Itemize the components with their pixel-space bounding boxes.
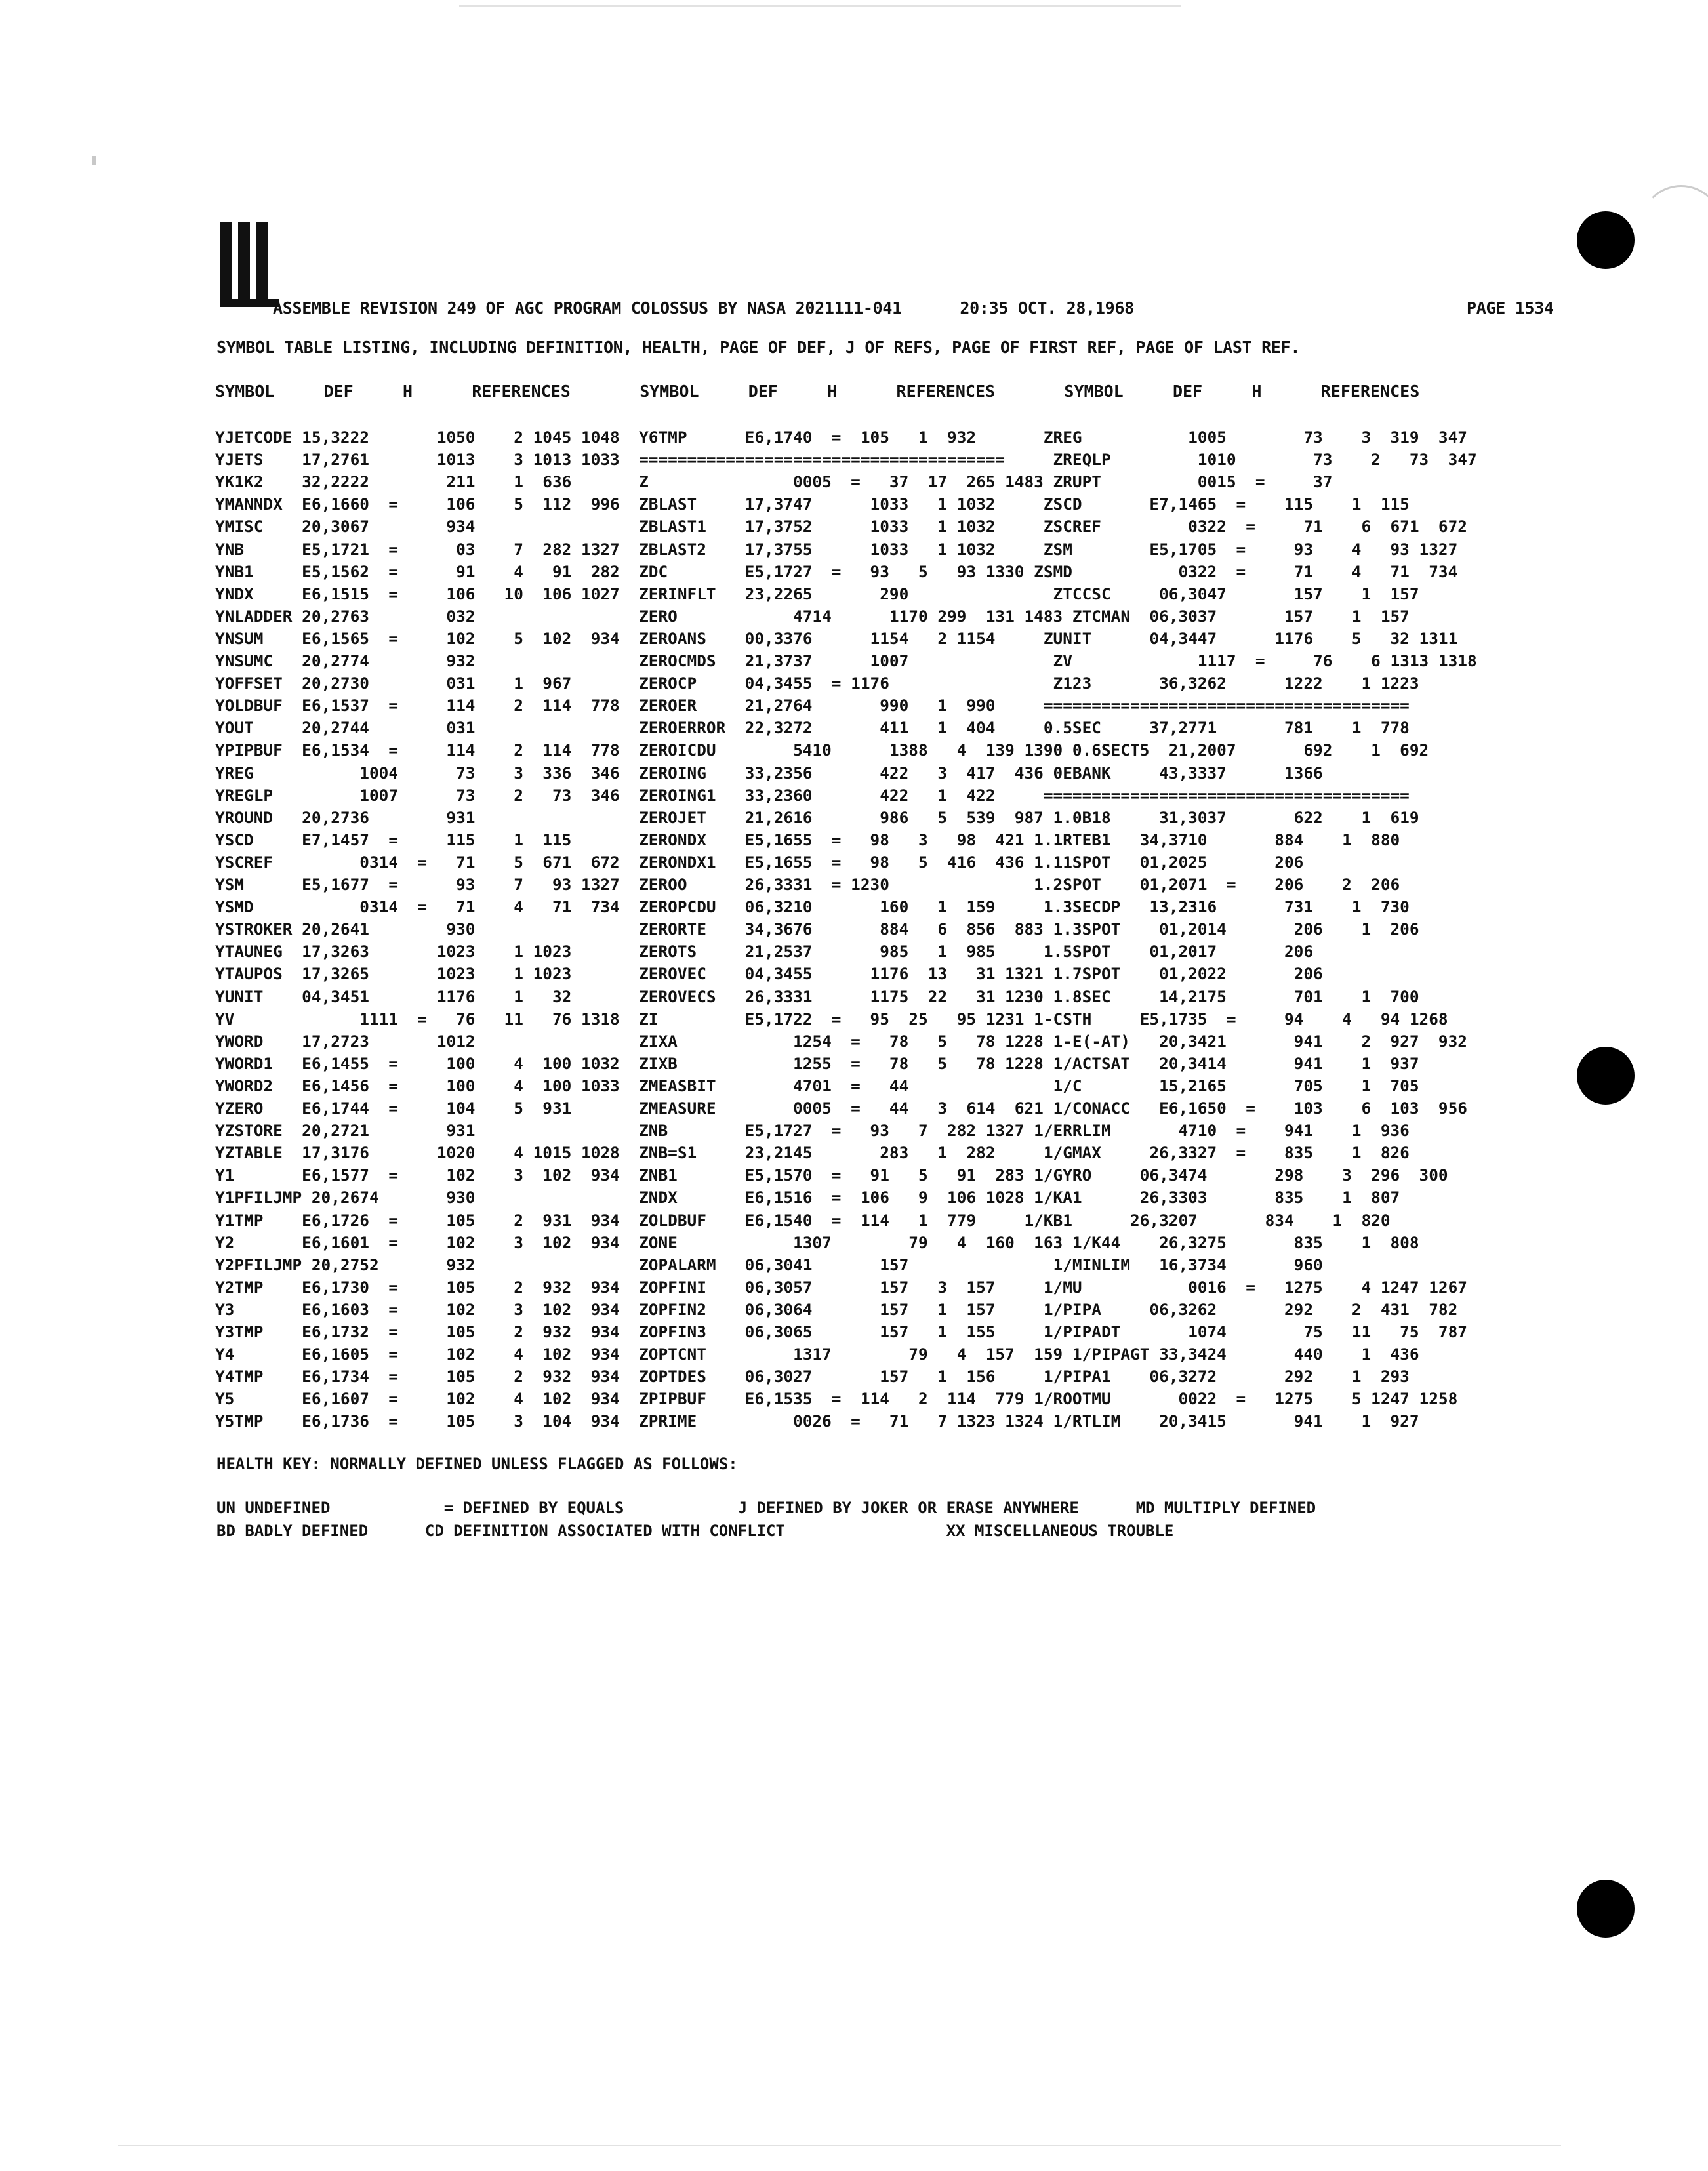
margin-mark: [92, 156, 96, 165]
table-row: YROUND 20,2736 931 ZEROJET 21,2616 986 5 539 987 1.0B18 31,3037 622 1 619: [215, 807, 1419, 827]
table-row: YSCREF 0314 = 71 5 671 672 ZERONDX1 E5,1655 = 98 5 416 436 1.11SPOT 01,2025 206: [215, 852, 1304, 872]
table-row: Y1 E6,1577 = 102 3 102 934 ZNB1 E5,1570 = 91 5 91 283 1/GYRO 06,3474 298 3 296 300: [215, 1166, 1448, 1185]
table-row: Y5 E6,1607 = 102 4 102 934 ZPIPBUF E6,1535 = 114 2 114 779 1/ROOTMU 0022 = 1275 5 1247 1258: [215, 1389, 1458, 1409]
punch-hole-ring: [1640, 185, 1708, 268]
table-row: YOLDBUF E6,1537 = 114 2 114 778 ZEROER 21,2764 990 1 990 ======================================: [215, 696, 1410, 716]
table-row: YMISC 20,3067 934 ZBLAST1 17,3752 1033 1 1032 ZSCREF 0322 = 71 6 671 672: [215, 517, 1467, 537]
table-row: YZTABLE 17,3176 1020 4 1015 1028 ZNB=S1 23,2145 283 1 282 1/GMAX 26,3327 = 835 1 826: [215, 1143, 1410, 1163]
table-row: YSCD E7,1457 = 115 1 115 ZERONDX E5,1655 = 98 3 98 421 1.1RTEB1 34,3710 884 1 880: [215, 830, 1400, 849]
punch-hole-bottom: [1577, 1880, 1635, 1938]
table-row: YJETS 17,2761 1013 3 1013 1033 ====================================== ZREQLP 1010 73 2 73 347: [215, 450, 1477, 470]
table-row: YV 1111 = 76 11 76 1318 ZI E5,1722 = 95 25 95 1231 1-CSTH E5,1735 = 94 4 94 1268: [215, 1009, 1448, 1028]
health-key-line-1: UN UNDEFINED = DEFINED BY EQUALS J DEFINED BY JOKER OR ERASE ANYWHERE MD MULTIPLY DEFINED: [216, 1499, 1316, 1517]
table-row: YNSUM E6,1565 = 102 5 102 934 ZEROANS 00,3376 1154 2 1154 ZUNIT 04,3447 1176 5 32 1311: [215, 628, 1458, 648]
table-row: Y2 E6,1601 = 102 3 102 934 ZONE 1307 79 4 160 163 1/K44 26,3275 835 1 808: [215, 1232, 1419, 1252]
table-row: Y2TMP E6,1730 = 105 2 932 934 ZOPFINI 06,3057 157 3 157 1/MU 0016 = 1275 4 1247 1267: [215, 1277, 1467, 1297]
table-row: YNB E5,1721 = 03 7 282 1327 ZBLAST2 17,3755 1033 1 1032 ZSM E5,1705 = 93 4 93 1327: [215, 539, 1458, 559]
table-row: YNDX E6,1515 = 106 10 106 1027 ZERINFLT 23,2265 290 ZTCCSC 06,3047 157 1 157: [215, 584, 1419, 603]
table-row: YNSUMC 20,2774 932 ZEROCMDS 21,3737 1007 ZV 1117 = 76 6 1313 1318: [215, 651, 1477, 670]
table-row: YMANNDX E6,1660 = 106 5 112 996 ZBLAST 17,3747 1033 1 1032 ZSCD E7,1465 = 115 1 115: [215, 495, 1410, 514]
punch-hole-top: [1577, 211, 1635, 269]
program-logo: [220, 222, 279, 307]
table-row: YSTROKER 20,2641 930 ZERORTE 34,3676 884 6 856 883 1.3SPOT 01,2014 206 1 206: [215, 920, 1419, 939]
table-row: Y3TMP E6,1732 = 105 2 932 934 ZOPFIN3 06,3065 157 1 155 1/PIPADT 1074 75 11 75 787: [215, 1322, 1467, 1341]
table-row: Y4TMP E6,1734 = 105 2 932 934 ZOPTDES 06,3027 157 1 156 1/PIPA1 06,3272 292 1 293: [215, 1367, 1410, 1387]
table-row: YJETCODE 15,3222 1050 2 1045 1048 Y6TMP E6,1740 = 105 1 932 ZREG 1005 73 3 319 347: [215, 428, 1467, 447]
table-row: YWORD 17,2723 1012 ZIXA 1254 = 78 5 78 1228 1-E(-AT) 20,3421 941 2 927 932: [215, 1031, 1467, 1051]
column-headers: SYMBOL DEF H REFERENCES SYMBOL DEF H REFERENCES SYMBOL DEF H REFERENCES: [215, 382, 1420, 401]
table-row: Y4 E6,1605 = 102 4 102 934 ZOPTCNT 1317 79 4 157 159 1/PIPAGT 33,3424 440 1 436: [215, 1345, 1419, 1364]
page-number: PAGE 1534: [1467, 298, 1554, 317]
table-row: YNB1 E5,1562 = 91 4 91 282 ZDC E5,1727 = 93 5 93 1330 ZSMD 0322 = 71 4 71 734: [215, 561, 1458, 581]
scan-edge-bottom: [118, 2145, 1561, 2146]
scan-edge-top: [459, 5, 1181, 7]
table-row: YTAUPOS 17,3265 1023 1 1023 ZEROVEC 04,3455 1176 13 31 1321 1.7SPOT 01,2022 206: [215, 964, 1323, 984]
table-row: Y1TMP E6,1726 = 105 2 931 934 ZOLDBUF E6,1540 = 114 1 779 1/KB1 26,3207 834 1 820: [215, 1210, 1391, 1230]
table-row: YNLADDER 20,2763 032 ZERO 4714 1170 299 131 1483 ZTCMAN 06,3037 157 1 157: [215, 606, 1410, 626]
table-row: Y1PFILJMP 20,2674 930 ZNDX E6,1516 = 106 9 106 1028 1/KA1 26,3303 835 1 807: [215, 1188, 1400, 1207]
table-row: Y5TMP E6,1736 = 105 3 104 934 ZPRIME 0026 = 71 7 1323 1324 1/RTLIM 20,3415 941 1 927: [215, 1411, 1419, 1431]
health-key-title: HEALTH KEY: NORMALLY DEFINED UNLESS FLAGGED AS FOLLOWS:: [216, 1455, 738, 1473]
table-row: YOUT 20,2744 031 ZEROERROR 22,3272 411 1 404 0.5SEC 37,2771 781 1 778: [215, 718, 1410, 738]
table-row: YSMD 0314 = 71 4 71 734 ZEROPCDU 06,3210 160 1 159 1.3SECDP 13,2316 731 1 730: [215, 897, 1410, 917]
punch-hole-middle: [1577, 1047, 1635, 1105]
assembly-header: ASSEMBLE REVISION 249 OF AGC PROGRAM COLOSSUS BY NASA 2021111-041 20:35 OCT. 28,1968: [273, 298, 1134, 317]
table-row: YWORD2 E6,1456 = 100 4 100 1033 ZMEASBIT 4701 = 44 1/C 15,2165 705 1 705: [215, 1076, 1419, 1095]
table-row: Y2PFILJMP 20,2752 932 ZOPALARM 06,3041 157 1/MINLIM 16,3734 960: [215, 1255, 1323, 1274]
table-row: YREG 1004 73 3 336 346 ZEROING 33,2356 422 3 417 436 0EBANK 43,3337 1366: [215, 763, 1323, 782]
table-row: YUNIT 04,3451 1176 1 32 ZEROVECS 26,3331 1175 22 31 1230 1.8SEC 14,2175 701 1 700: [215, 986, 1419, 1006]
table-row: YWORD1 E6,1455 = 100 4 100 1032 ZIXB 1255 = 78 5 78 1228 1/ACTSAT 20,3414 941 1 937: [215, 1053, 1419, 1073]
table-row: YK1K2 32,2222 211 1 636 Z 0005 = 37 17 265 1483 ZRUPT 0015 = 37: [215, 472, 1333, 492]
table-row: YZERO E6,1744 = 104 5 931 ZMEASURE 0005 = 44 3 614 621 1/CONACC E6,1650 = 103 6 103 956: [215, 1099, 1467, 1118]
table-row: YOFFSET 20,2730 031 1 967 ZEROCP 04,3455 = 1176 Z123 36,3262 1222 1 1223: [215, 674, 1419, 693]
table-row: YREGLP 1007 73 2 73 346 ZEROING1 33,2360 422 1 422 ======================================: [215, 785, 1410, 805]
table-row: Y3 E6,1603 = 102 3 102 934 ZOPFIN2 06,3064 157 1 157 1/PIPA 06,3262 292 2 431 782: [215, 1299, 1458, 1319]
table-row: YZSTORE 20,2721 931 ZNB E5,1727 = 93 7 282 1327 1/ERRLIM 4710 = 941 1 936: [215, 1121, 1410, 1141]
table-row: YTAUNEG 17,3263 1023 1 1023 ZEROTS 21,2537 985 1 985 1.5SPOT 01,2017 206: [215, 942, 1314, 962]
health-key-line-2: BD BADLY DEFINED CD DEFINITION ASSOCIATED WITH CONFLICT XX MISCELLANEOUS TROUBLE: [216, 1522, 1174, 1540]
table-row: YSM E5,1677 = 93 7 93 1327 ZEROO 26,3331 = 1230 1.2SPOT 01,2071 = 206 2 206: [215, 875, 1400, 894]
listing-title: SYMBOL TABLE LISTING, INCLUDING DEFINITION, HEALTH, PAGE OF DEF, J OF REFS, PAGE OF FIRST REF, PAGE OF LAST REF.: [216, 338, 1301, 357]
table-row: YPIPBUF E6,1534 = 114 2 114 778 ZEROICDU 5410 1388 4 139 1390 0.6SECT5 21,2007 692 1 692: [215, 741, 1429, 760]
